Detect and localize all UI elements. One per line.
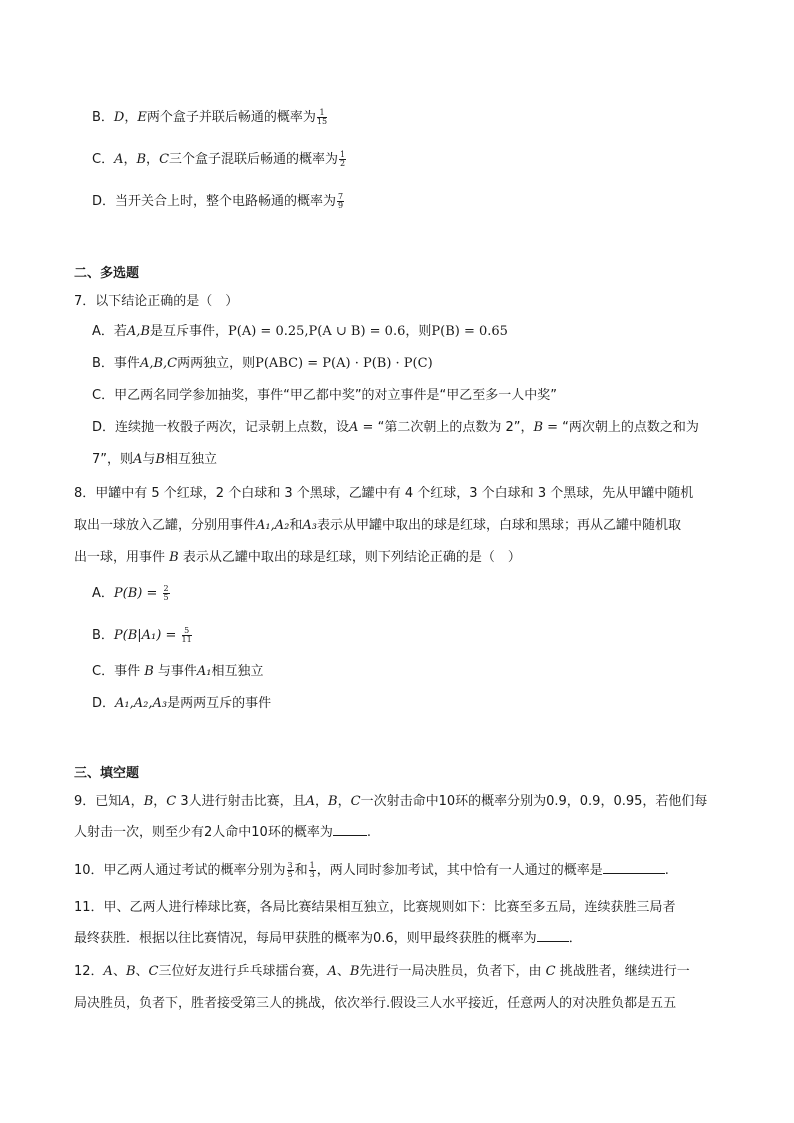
fraction: $\frac{7}{9}$ — [338, 192, 344, 210]
answer-blank[interactable] — [603, 860, 665, 874]
fraction: $\frac{3}{5}$ — [287, 861, 293, 879]
q9-line2: 人射击一次，则至少有2人命中10环的概率为 . — [74, 822, 371, 843]
q11-line2: 最终获胜．根据以往比赛情况，每局甲获胜的概率为0.6，则甲最终获胜的概率为 ． — [74, 928, 582, 949]
q11-line1: 11．甲、乙两人进行棒球比赛，各局比赛结果相互独立，比赛规则如下：比赛至多五局，连续获胜三局者 — [74, 900, 676, 915]
answer-blank[interactable] — [537, 928, 569, 942]
q8-stem-line1: 8．甲罐中有 5 个红球，2 个白球和 3 个黑球，乙罐中有 4 个红球，3 个白球和 3 个黑球，先从甲罐中随机 — [74, 486, 694, 501]
q9-line1: 9．已知A，B，C 3人进行射击比赛，且A，B，C一次射击命中10环的概率分别为0.9，0.9，0.95，若他们每 — [74, 794, 708, 809]
q8-option-d: D．A₁,A₂,A₃是两两互斥的事件 — [92, 696, 272, 711]
q8-option-b: B．P(B|A₁) = $\frac{5}{11}$ — [92, 626, 192, 644]
option-label: D． — [92, 194, 116, 209]
q7-option-d: D．连续抛一枚骰子两次，记录朝上点数，设A = “第二次朝上的点数为 2”，B = “两次朝上的点数之和为 — [92, 420, 699, 435]
q8-stem-line3: 出一球，用事件 B 表示从乙罐中取出的球是红球，则下列结论正确的是（ ） — [74, 550, 521, 565]
q10: 10．甲乙两人通过考试的概率分别为 $\frac{3}{5}$ 和 $\frac{1}{3}$ ，两人同时参加考试，其中恰有一人通过的概率是 . — [74, 861, 669, 879]
q12-line2: 局决胜员，负者下，胜者接受第三人的挑战，依次举行.假设三人水平接近，任意两人的对决胜负都是五五 — [74, 996, 677, 1011]
q7-option-c: C．甲乙两名同学参加抽奖，事件“甲乙都中奖”的对立事件是“甲乙至多一人中奖” — [92, 388, 558, 403]
q6-option-b: B．D，E两个盒子并联后畅通的概率为 $\frac{1}{15}$ — [92, 108, 328, 126]
option-label: C． — [92, 152, 115, 167]
section-heading-multiple-choice: 二、多选题 — [74, 266, 140, 281]
fraction: $\frac{2}{5}$ — [163, 584, 169, 602]
fraction: $\frac{1}{3}$ — [309, 861, 315, 879]
option-label: B． — [92, 110, 114, 125]
q7-stem: 7．以下结论正确的是（ ） — [74, 294, 239, 309]
fraction: $\frac{1}{15}$ — [316, 108, 328, 126]
fraction: $\frac{1}{2}$ — [340, 150, 346, 168]
q12-line1: 12．A、B、C三位好友进行乒乓球擂台赛，A、B先进行一局决胜员，负者下，由 C 挑战胜者，继续进行一 — [74, 964, 690, 979]
q7-option-a: A．若A,B是互斥事件，P(A) = 0.25,P(A ∪ B) = 0.6，则P(B) = 0.65 — [92, 324, 508, 339]
q7-option-d-continued: 7”，则A与B相互独立 — [92, 452, 217, 467]
q6-option-c: C．A，B，C三个盒子混联后畅通的概率为 $\frac{1}{2}$ — [92, 150, 346, 168]
q6-option-d: D．当开关合上时，整个电路畅通的概率为 $\frac{7}{9}$ — [92, 192, 344, 210]
answer-blank[interactable] — [333, 822, 367, 836]
q8-option-c: C．事件 B 与事件A₁相互独立 — [92, 664, 264, 679]
q8-option-a: A．P(B) = $\frac{2}{5}$ — [92, 584, 169, 602]
q8-stem-line2: 取出一球放入乙罐，分别用事件A₁,A₂和A₃表示从甲罐中取出的球是红球，白球和黑球；再从乙罐中随机取 — [74, 518, 681, 533]
fraction: $\frac{5}{11}$ — [181, 626, 192, 644]
section-heading-fill-in: 三、填空题 — [74, 766, 140, 781]
q7-option-b: B．事件A,B,C两两独立，则P(ABC) = P(A) · P(B) · P(C) — [92, 356, 433, 371]
